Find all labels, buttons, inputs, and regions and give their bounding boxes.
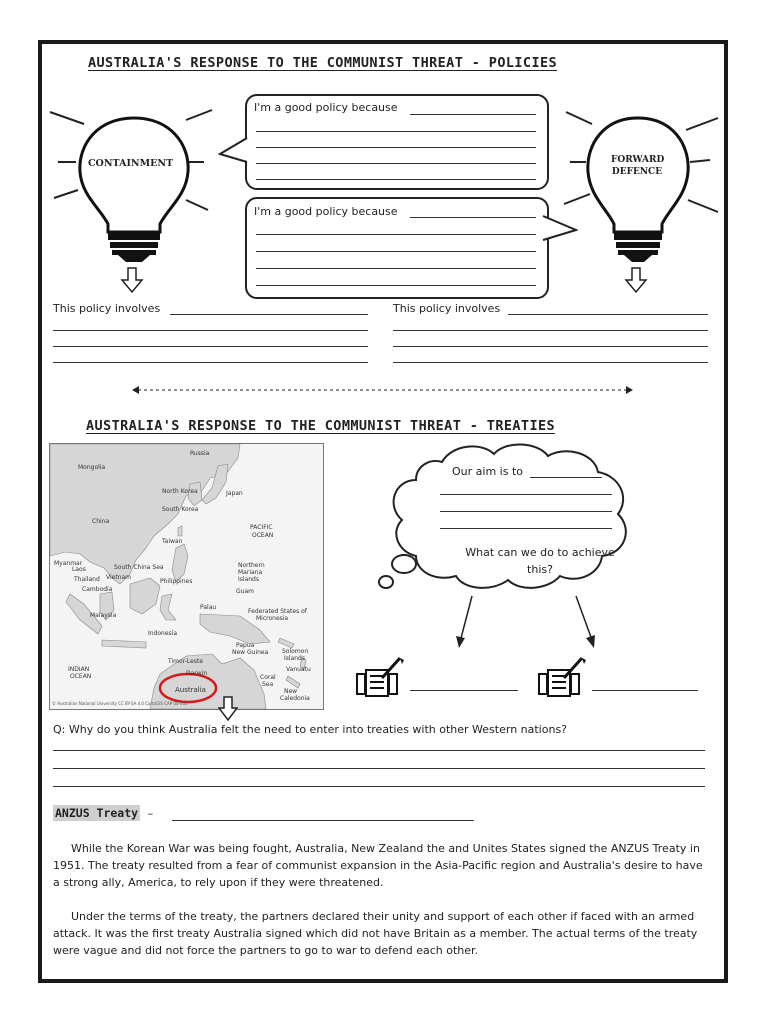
answer-line[interactable]: [410, 114, 536, 115]
map-label-laos: Laos: [72, 566, 86, 573]
anzus-dash: –: [147, 807, 154, 820]
map-label-timor: Timor-Leste: [168, 658, 204, 665]
map-label-thailand: Thailand: [74, 576, 100, 583]
anzus-heading-row: [53, 806, 153, 820]
map-label-coral-2: Sea: [262, 681, 274, 688]
map-label-australia: Australia: [175, 686, 206, 694]
answer-line[interactable]: [410, 690, 518, 691]
map-label-japan: Japan: [226, 490, 243, 497]
cloud-question-line-1: What can we do to achieve: [465, 546, 615, 559]
answer-line[interactable]: [530, 477, 602, 478]
forward-defence-label-line-1: FORWARD: [611, 155, 665, 165]
map-label-russia: Russia: [190, 450, 210, 457]
map-down-arrow-icon: [218, 696, 238, 722]
map-label-darwin: Darwin: [186, 670, 208, 677]
map-label-mongolia: Mongolia: [78, 464, 106, 471]
treaty-signing-icon: [356, 656, 406, 698]
map-label-indian-ocean: OCEAN: [70, 673, 92, 680]
answer-line[interactable]: [53, 346, 368, 347]
anzus-text: [53, 840, 705, 959]
answer-line[interactable]: [53, 330, 368, 331]
map-label-myanmar: Myanmar: [54, 560, 83, 567]
map-label-vanuatu: Vanuatu: [286, 666, 311, 673]
answer-line[interactable]: [53, 362, 368, 363]
map-label-nmi-3: Islands: [238, 576, 259, 583]
map-label-png-2: New Guinea: [232, 649, 269, 656]
answer-line[interactable]: [53, 786, 705, 787]
map-label-vietnam: Vietnam: [106, 574, 132, 581]
answer-line[interactable]: [393, 346, 708, 347]
answer-line[interactable]: [410, 217, 536, 218]
answer-line[interactable]: [440, 528, 612, 529]
answer-line[interactable]: [256, 147, 536, 148]
map-label-guam: Guam: [236, 588, 254, 595]
anzus-paragraph-2: Under the terms of the treaty, the partners declared their unity and support of each other if faced with an armed attack. It was the first treaty Australia signed which did not have Britain as a member. The actual terms of the treaty were vague and did not force the partners to go to war to defend each other.: [53, 910, 698, 957]
containment-label: CONTAINMENT: [88, 158, 174, 169]
treaties-title: AUSTRALIA'S RESPONSE TO THE COMMUNIST THREAT - TREATIES: [86, 418, 556, 434]
map-label-fsm-2: Micronesia: [256, 615, 289, 622]
map-credit: © Australian National University CC BY-SA 4.0 CartoGIS CAP 00-000: [52, 701, 188, 706]
policies-title: AUSTRALIA'S RESPONSE TO THE COMMUNIST THREAT - POLICIES: [88, 55, 558, 71]
bubble-1-prompt: I'm a good policy because: [254, 101, 398, 114]
speech-bubble-tail-right: [542, 214, 578, 246]
map-label-pacific-ocean: OCEAN: [252, 532, 274, 539]
cloud-aim-label: Our aim is to: [452, 465, 523, 478]
map-label-solomon-1: Solomon: [282, 648, 309, 655]
treaty-signing-icon: [538, 656, 588, 698]
answer-line[interactable]: [440, 511, 612, 512]
answer-line[interactable]: [256, 234, 536, 235]
answer-line[interactable]: [256, 285, 536, 286]
map-label-china: China: [92, 518, 110, 525]
map-label-fsm-1: Federated States of: [248, 608, 307, 615]
map-label-indian: INDIAN: [68, 666, 90, 673]
map-label-new-caledonia-1: New: [284, 688, 298, 695]
map-label-nmi-2: Mariana: [238, 569, 263, 576]
answer-line[interactable]: [53, 750, 705, 751]
map-label-png-1: Papua: [236, 642, 255, 649]
map-label-cambodia: Cambodia: [82, 586, 113, 593]
answer-line[interactable]: [440, 494, 612, 495]
cloud-question: [448, 544, 632, 578]
answer-line[interactable]: [393, 362, 708, 363]
map-label-south-china-sea: South China Sea: [114, 564, 164, 571]
answer-line[interactable]: [508, 314, 708, 315]
involves-left-label: This policy involves: [53, 302, 161, 315]
speech-bubble-tail-left: [218, 136, 248, 166]
map-label-south-korea: South Korea: [162, 506, 199, 513]
forward-defence-label-line-2: DEFENCE: [611, 167, 663, 177]
answer-line[interactable]: [170, 314, 368, 315]
anzus-paragraph-1: While the Korean War was being fought, Australia, New Zealand the and Unites States signed the ANZUS Treaty in 1951. The treaty resulted from a fear of communist expansion in the Asia-Pacific region and Australia's desire to have a strong ally, America, to rely upon if they were threatened.: [53, 842, 703, 889]
answer-line[interactable]: [256, 163, 536, 164]
bubble-2-prompt: I'm a good policy because: [254, 205, 398, 218]
forward-defence-label: [611, 154, 663, 178]
containment-bulb-icon: [48, 100, 218, 300]
map-label-philippines: Philippines: [160, 578, 193, 585]
answer-line[interactable]: [592, 690, 698, 691]
treaty-question: Q: Why do you think Australia felt the need to enter into treaties with other Western nations?: [53, 723, 568, 736]
cloud-question-line-2: this?: [527, 563, 553, 576]
map-label-nmi-1: Northern: [238, 562, 265, 569]
cloud-arrows: [452, 592, 602, 652]
map-label-north-korea: North Korea: [162, 488, 198, 495]
answer-line[interactable]: [53, 768, 705, 769]
map-label-indonesia: Indonesia: [148, 630, 178, 637]
asia-pacific-map: [49, 443, 324, 710]
answer-line[interactable]: [393, 330, 708, 331]
answer-line[interactable]: [256, 268, 536, 269]
forward-defence-bulb-icon: [550, 100, 725, 300]
map-label-pacific: PACIFIC: [250, 524, 273, 531]
answer-line[interactable]: [256, 131, 536, 132]
map-label-palau: Palau: [200, 604, 217, 611]
map-label-taiwan: Taiwan: [162, 538, 183, 545]
section-divider: [130, 384, 635, 396]
involves-right-label: This policy involves: [393, 302, 501, 315]
map-label-coral-1: Coral: [260, 674, 276, 681]
answer-line[interactable]: [256, 251, 536, 252]
answer-line[interactable]: [256, 179, 536, 180]
map-label-new-caledonia-2: Caledonia: [280, 695, 310, 702]
map-label-malaysia: Malaysia: [90, 612, 117, 619]
anzus-heading: ANZUS Treaty: [55, 806, 139, 820]
answer-line[interactable]: [172, 820, 474, 821]
map-label-solomon-2: Islands: [284, 655, 305, 662]
